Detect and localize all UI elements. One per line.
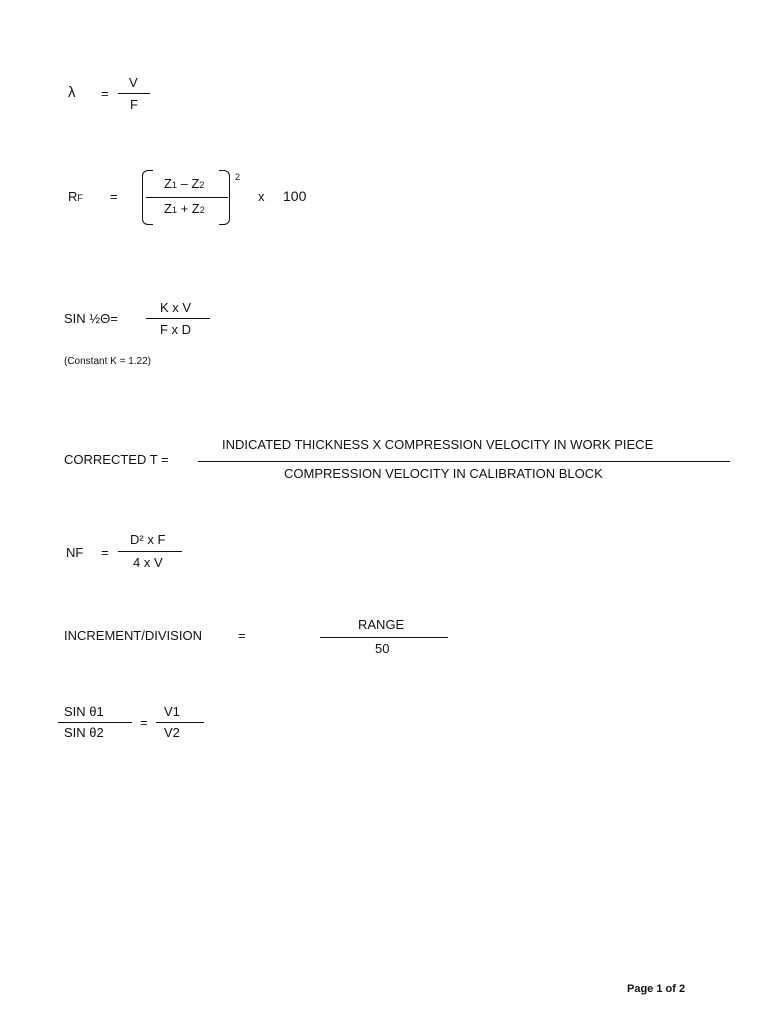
fraction-bar [198,461,730,462]
constant-note: (Constant K = 1.22) [64,356,151,367]
factor: 100 [283,188,307,204]
page-number: Page 1 of 2 [627,983,686,995]
rf-label: RF [68,189,83,204]
numerator: V [129,75,138,90]
denominator: 50 [375,641,390,656]
fraction-bar [118,93,150,94]
lhs-denominator: SIN θ2 [64,725,104,740]
times-sign: x [258,189,265,204]
numerator: Z1 – Z2 [164,176,205,191]
lambda-symbol: λ [68,84,76,101]
exponent: 2 [235,172,241,182]
right-bracket [219,170,230,225]
denominator: COMPRESSION VELOCITY IN CALIBRATION BLOCK [284,466,603,481]
numerator: K x V [160,300,192,315]
denominator: F [130,97,138,112]
lhs-fraction-bar [58,722,132,723]
numerator: INDICATED THICKNESS X COMPRESSION VELOCITY IN WORK PIECE [222,437,654,452]
denominator: Z1 + Z2 [164,201,205,216]
lhs: SIN ½Θ= [64,311,118,326]
fraction-bar [146,318,210,319]
lhs: CORRECTED T = [64,452,169,467]
denominator: 4 x V [133,555,163,570]
rhs-numerator: V1 [164,704,180,719]
rhs-fraction-bar [156,722,204,723]
equals-sign: = [238,628,246,643]
equals-sign: = [101,545,109,560]
lhs: NF [66,545,84,560]
numerator: RANGE [358,617,405,632]
fraction-bar [118,551,182,552]
equals-sign: = [140,715,148,730]
fraction-bar [146,197,228,198]
numerator: D² x F [130,532,166,547]
rhs-denominator: V2 [164,725,180,740]
lhs-numerator: SIN θ1 [64,704,104,719]
equals-sign: = [101,86,109,101]
equals-sign: = [110,189,118,204]
fraction-bar [320,637,448,638]
lhs: INCREMENT/DIVISION [64,628,202,643]
denominator: F x D [160,322,192,337]
